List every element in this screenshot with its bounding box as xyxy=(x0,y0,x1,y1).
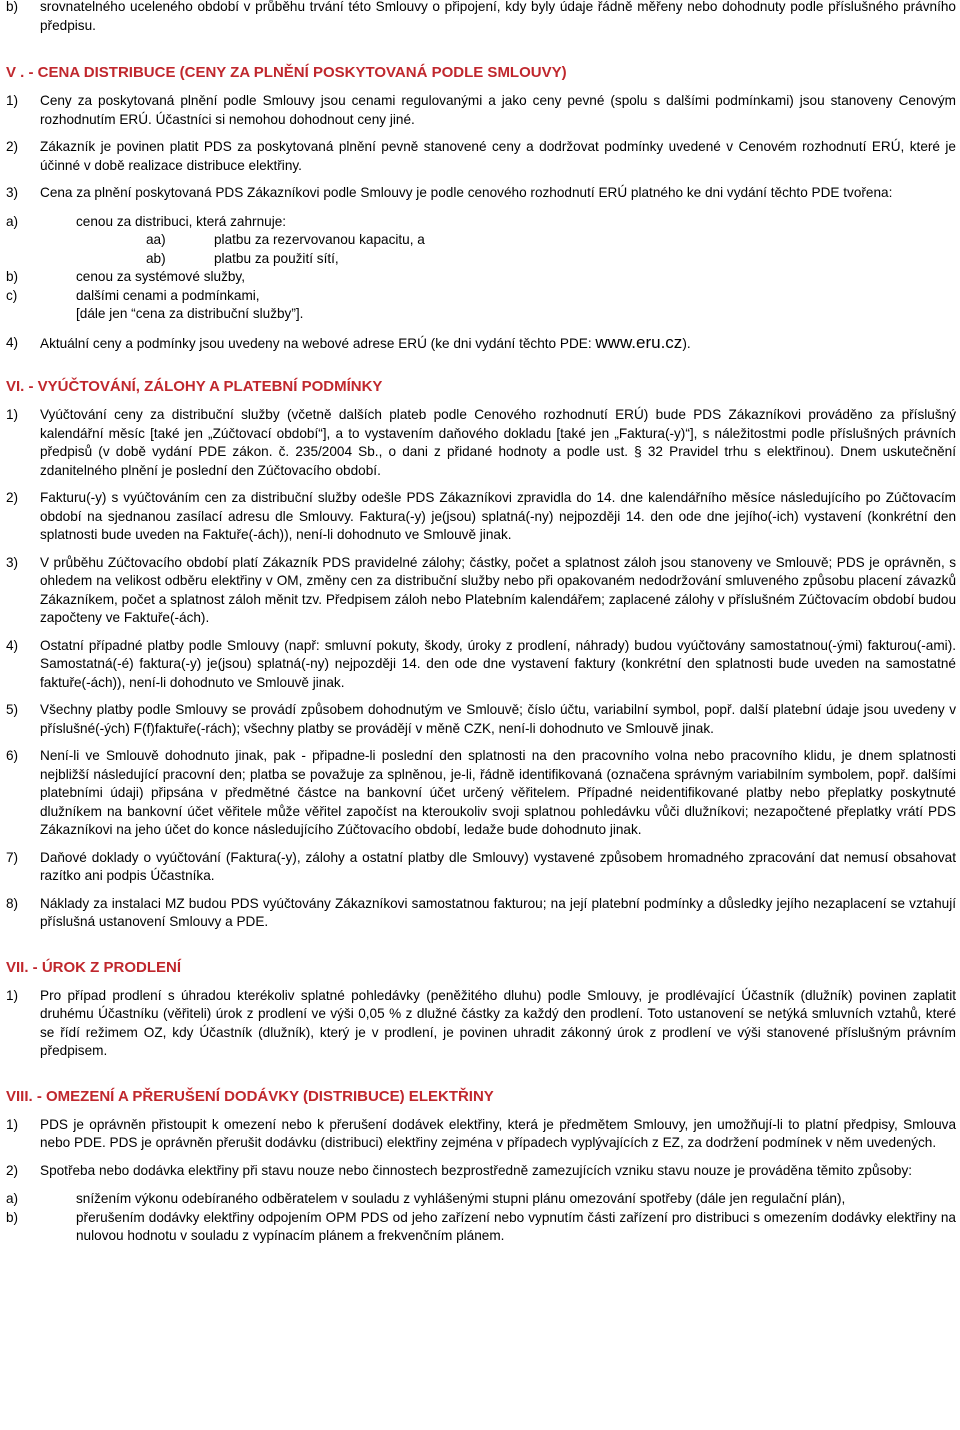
item-text: PDS je oprávněn přistoupit k omezení nebo k přerušení dodávek elektřiny, která je předmětem Smlouvy, jen umožňují-li to platní předpisy, Smlouva nebo PDE. PDS je oprávněn přerušit dodávku (distribuci) elektřiny zejména v případech vyplývajících z EZ, za dodržení podmínek v něm uvedených. xyxy=(40,1116,956,1150)
sub-item-letter: b) xyxy=(6,269,19,284)
item-text: Spotřeba nebo dodávka elektřiny při stavu nouze nebo činnostech bezprostředně zamezujících vzniku stavu nouze je prováděna těmito způsoby: xyxy=(40,1162,913,1178)
item-text: Pro případ prodlení s úhradou kterékoliv splatné pohledávky (peněžitého dluhu) podle Smlouvy, je prodlévající Účastník (dlužník) povinen zaplatit druhému Účastníku (věřiteli) úrok z prodlení ve výši 0,05 % z dlužné částky za každý den prodlení. Toto ustanovení se netýká smluvních vztahů, které se řídí režimem OZ, kdy Účastník (dlužník), který je v prodlení, je povinen uhradit zákonný úrok z prodlení ve výši stanovené příslušným právním předpisem. xyxy=(40,987,956,1058)
list-item xyxy=(6,334,956,354)
item-number: 1) xyxy=(6,987,19,1003)
item-text: Není-li ve Smlouvě dohodnuto jinak, pak - připadne-li poslední den splatnosti na den pracovního volna nebo pracovního klidu, je dnem splatnosti nejbližší následující pracovní den; platba se považuje za splněnou, je-li, řádně identifikovaná (označena správným variabilním symbolem, popř. dalšími platebními údaji) připsána v předmětné částce na bankovní účet určený věřitelem. Případné neidentifikované platby nebo přeplatky poskytnuté dlužníkem na bankovní účet věřitele může věřitel započíst na kteroukoliv svoji splatnou pohledávku vůči dlužníkovi; nezapočtené přeplatky vrátí PDS Zákazníkovi na jeho účet do konce následujícího Zúčtovacího období, ledaže bude dohodnuto jinak. xyxy=(40,748,956,837)
list-item xyxy=(6,849,956,886)
item-text-end: ). xyxy=(682,335,691,351)
item-text: srovnatelného uceleného období v průběhu trvání této Smlouvy o připojení, kdy byly údaje řádně měřeny nebo dohodnuty podle příslušného právního předpisu. xyxy=(40,0,956,33)
sub-item-text: dalšími cenami a podmínkami, xyxy=(76,287,260,303)
sub-item xyxy=(6,287,956,306)
section-heading: VII. - ÚROK Z PRODLENÍ xyxy=(6,958,182,976)
sub-item-text: snížením výkonu odebíraného odběratelem v souladu z vyhlášenými stupni plánu omezování spotřeby (dále jen regulační plán), xyxy=(76,1191,846,1206)
sub-sub-item-text: platbu za rezervovanou kapacitu, a xyxy=(214,232,425,247)
item-number: 1) xyxy=(6,407,19,422)
sub-item-text: cenou za systémové služby, xyxy=(76,269,245,284)
item-number: b) xyxy=(6,0,19,14)
item-number: 3) xyxy=(6,554,19,570)
item-text: Ostatní případné platby podle Smlouvy (např: smluvní pokuty, škody, úroky z prodlení, náhrady) budou vyúčtovány samostatnou(-ými) fakturou(-ami). Samostatná(-é) faktura(-y) je(jsou) splatná(-ny) nejpozději 14. den ode dne vystavení faktury (konkrétní den splatnosti bude uveden na samostatné faktuře(-ách)), není-li dohodnuto ve Smlouvě jinak. xyxy=(40,637,956,690)
sub-item-note xyxy=(6,305,956,324)
item-number: 6) xyxy=(6,748,19,763)
item-text: Daňové doklady o vyúčtování (Faktura(-y), zálohy a ostatní platby dle Smlouvy) vystavené způsobem hromadného zpracování dat nemusí obsahovat razítko ani podpis Účastníka. xyxy=(40,849,956,883)
item-number: 2) xyxy=(6,1162,19,1178)
list-item xyxy=(6,637,956,693)
item-number: 2) xyxy=(6,490,19,505)
sub-item-letter: b) xyxy=(6,1209,19,1225)
sub-item xyxy=(6,1190,956,1209)
item-number: 1) xyxy=(6,93,19,108)
sub-sub-item xyxy=(6,250,956,269)
item-text: Cena za plnění poskytovaná PDS Zákazníkovi podle Smlouvy je podle cenového rozhodnutí ERÚ platného ke dni vydání těchto PDE tvořena: xyxy=(40,185,893,200)
eru-link[interactable]: www.eru.cz xyxy=(595,332,683,352)
item-text: Zákazník je povinen platit PDS za poskytovaná plnění pevně stanovené ceny a dodržovat podmínky uvedené v Cenovém rozhodnutí ERÚ, které je účinné v době realizace distribuce elektřiny. xyxy=(40,139,956,173)
sub-item xyxy=(6,213,956,232)
sub-sub-item xyxy=(6,231,956,250)
item-text: Ceny za poskytovaná plnění podle Smlouvy jsou cenami regulovanými a jako ceny pevné (spolu s dalšími podmínkami) jsou stanoveny Cenovým rozhodnutím ERÚ. Účastníci si nemohou dohodnout ceny jiné. xyxy=(40,93,956,127)
item-number: 2) xyxy=(6,139,19,154)
sub-item-text: cenou za distribuci, která zahrnuje: xyxy=(76,213,287,229)
item-number: 7) xyxy=(6,849,19,865)
section-heading: VI. - VYÚČTOVÁNÍ, ZÁLOHY A PLATEBNÍ PODMÍNKY xyxy=(6,378,383,395)
section-heading: V . - CENA DISTRIBUCE (CENY ZA PLNĚNÍ POSKYTOVANÁ PODLE SMLOUVY) xyxy=(6,64,567,81)
item-text: Fakturu(-y) s vyúčtováním cen za distribuční služby odešle PDS Zákazníkovi zpravidla do 14. dne kalendářního měsíce následujícího po Zúčtovacím období na sjednanou zasílací adresu dle Smlouvy. Faktura(-y) je(jsou) splatná(-ny) nejpozději 14. den ode dne jejího(-ich) vystavení (konkrétní den splatnosti bude uveden na Faktuře(-ách)), není-li dohodnuto ve Smlouvě jinak. xyxy=(40,490,956,542)
list-item xyxy=(6,0,956,35)
sub-sub-item-letter: aa) xyxy=(146,232,166,247)
list-item xyxy=(6,184,956,203)
item-number: 1) xyxy=(6,1116,19,1132)
item-number: 4) xyxy=(6,637,19,653)
list-item xyxy=(6,92,956,129)
list-item xyxy=(6,554,956,628)
item-text: Aktuální ceny a podmínky jsou uvedeny na webové adrese ERÚ (ke dni vydání těchto PDE: xyxy=(40,335,592,351)
list-item xyxy=(6,701,956,738)
sub-sub-item-letter: ab) xyxy=(146,250,166,266)
sub-item xyxy=(6,268,956,287)
list-item xyxy=(6,489,956,545)
item-text: Vyúčtování ceny za distribuční služby (včetně dalších plateb podle Cenového rozhodnutí ERÚ) bude PDS Zákazníkovi prováděno za příslušný kalendářní měsíc [také jen „Zúčtovací období“], a to vystavením daňového dokladu [také jen „Faktura(-y)“], s náležitostmi podle příslušných právních předpisů (v době vydání PDE zákon. č. 235/2004 Sb., o dani z přidané hodnoty a podle ust. § 32 Pravidel trhu s elektřinou). Dnem uskutečnění zdanitelného plnění je poslední den Zúčtovacího období. xyxy=(40,407,956,478)
item-text: V průběhu Zúčtovacího období platí Zákazník PDS pravidelné zálohy; částky, počet a splatnost záloh jsou stanoveny ve Smlouvě; PDS je oprávněn, s ohledem na velikost odběru elektřiny v OM, změny cen za distribuční služby nebo při opakovaném nedodržování smluveného způsobu placení závazků Zákazníkem, počet a splatnost záloh měnit tzv. Předpisem záloh nebo Platebním kalendářem; zaplacené zálohy v příslušném Zúčtovacím období budou započteny ve Faktuře(-ách). xyxy=(40,554,956,625)
list-item xyxy=(6,747,956,840)
item-number: 8) xyxy=(6,895,19,911)
list-item xyxy=(6,406,956,480)
sub-item xyxy=(6,1209,956,1246)
sub-item-text: přerušením dodávky elektřiny odpojením OPM PDS od jeho zařízení nebo vypnutím části zařízení pro distribuci s omezením dodávky elektřiny na nulovou hodnotu v souladu z vypínacím plánem a frekvenčním plánem. xyxy=(76,1209,956,1243)
item-number: 5) xyxy=(6,702,19,717)
list-item xyxy=(6,1162,956,1181)
list-item xyxy=(6,138,956,175)
list-item xyxy=(6,895,956,932)
item-text: Všechny platby podle Smlouvy se provádí způsobem dohodnutým ve Smlouvě; číslo účtu, variabilní symbol, popř. další platební údaje jsou uvedeny v příslušné(-ých) F(f)faktuře(-rách); všechny platby se provádějí v měně CZK, není-li dohodnuto ve Smlouvě jinak. xyxy=(40,702,956,736)
item-text: Náklady za instalaci MZ budou PDS vyúčtovány Zákazníkovi samostatnou fakturou; na její platební podmínky a důsledky jejího nezaplacení se vztahují příslušná ustanovení Smlouvy a PDE. xyxy=(40,895,956,929)
sub-sub-item-text: platbu za použití sítí, xyxy=(214,250,339,266)
sub-item-letter: c) xyxy=(6,287,18,303)
list-item xyxy=(6,987,956,1061)
item-number: 3) xyxy=(6,185,19,200)
sub-item-letter: a) xyxy=(6,213,19,229)
item-number: 4) xyxy=(6,334,19,350)
section-heading: VIII. - OMEZENÍ A PŘERUŠENÍ DODÁVKY (DISTRIBUCE) ELEKTŘINY xyxy=(6,1087,494,1105)
price-note: [dále jen “cena za distribuční služby”]. xyxy=(76,306,304,321)
sub-item-letter: a) xyxy=(6,1191,19,1206)
list-item xyxy=(6,1116,956,1153)
